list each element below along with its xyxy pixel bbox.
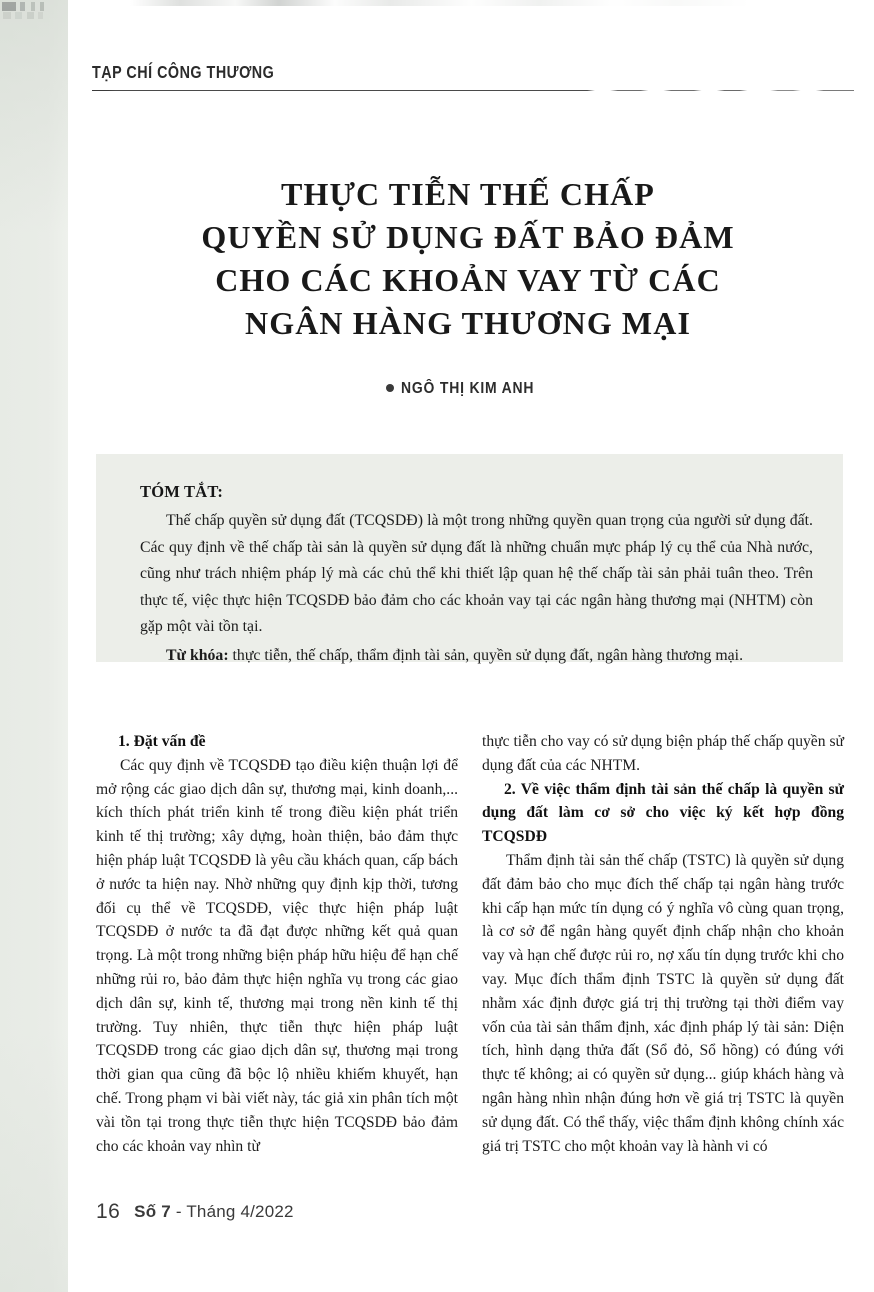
page-footer xyxy=(96,1200,294,1224)
keywords-label: Từ khóa: xyxy=(166,646,229,664)
issue-date: - Tháng 4/2022 xyxy=(175,1202,294,1221)
section-1-paragraph: Các quy định về TCQSDĐ tạo điều kiện thuận lợi để mở rộng các giao dịch dân sự, thương mại, kinh doanh,... kích thích phát triển kinh tế trong điều kiện phát triển kinh tế thị trường; xây dựng, hoàn thiện, bảo đảm thực hiện pháp luật TCQSDĐ là yêu cầu khách quan, cấp bách ở nước ta hiện nay. Nhờ những quy định kịp thời, tương đối cụ thể về TCQSDĐ, việc thực hiện pháp luật TCQSDĐ ở nước ta đã đạt được những kết quả quan trọng. Là một trong những biện pháp hữu hiệu để hạn chế những rủi ro, bảo đảm thực hiện nghĩa vụ trong các giao dịch dân sự, kinh tế, thương mại trong nền kinh tế thị trường. Tuy nhiên, thực tiễn thực hiện pháp luật TCQSDĐ trong các giao dịch dân sự, thương mại trong thời gian qua cũng đã bộc lộ nhiều khiếm khuyết, hạn chế. Trong phạm vi bài viết này, tác giả xin phân tích một vài tồn tại trong thực tiễn thực hiện TCQSDĐ bảo đảm cho các khoản vay nhìn từ xyxy=(96,756,458,1155)
issue-number: Số 7 xyxy=(134,1202,171,1221)
bullet-icon xyxy=(386,384,394,392)
page-number: 16 xyxy=(96,1200,121,1223)
body-column-left xyxy=(96,730,458,1158)
article-title xyxy=(92,173,844,345)
section-2-heading: 2. Về việc thẩm định tài sản thế chấp là quyền sử dụng đất làm cơ sở cho việc ký kết hợp đồng TCQSDĐ xyxy=(482,780,844,846)
masthead-title: TẠP CHÍ CÔNG THƯƠNG xyxy=(92,62,275,82)
body-columns xyxy=(96,730,844,1180)
body-column-right xyxy=(482,730,844,1158)
article-title-line-1: THỰC TIỄN THẾ CHẤP xyxy=(281,176,655,213)
abstract-body: Thế chấp quyền sử dụng đất (TCQSDĐ) là một trong những quyền quan trọng của người sử dụng đất. Các quy định về thế chấp tài sản là quyền sử dụng đất là những chuẩn mực pháp lý cụ thể của Nhà nước, cũng như trách nhiệm pháp lý mà các chủ thể khi thiết lập quan hệ thế chấp tài sản phải tuân theo. Trên thực tế, việc thực hiện TCQSDĐ bảo đảm cho các khoản vay tại các ngân hàng thương mại (NHTM) còn gặp một vài tồn tại. xyxy=(140,512,813,635)
byline xyxy=(92,380,844,398)
abstract-keywords xyxy=(140,643,813,670)
article-title-line-2: QUYỀN SỬ DỤNG ĐẤT BẢO ĐẢM xyxy=(201,219,735,256)
article-title-line-3: CHO CÁC KHOẢN VAY TỪ CÁC xyxy=(215,262,721,299)
section-1-heading: 1. Đặt vấn đề xyxy=(118,733,206,750)
article-title-line-4: NGÂN HÀNG THƯƠNG MẠI xyxy=(245,305,691,342)
masthead xyxy=(92,62,852,83)
section-2-paragraph: Thẩm định tài sản thế chấp (TSTC) là quyền sử dụng đất đảm bảo cho mục đích thế chấp tại ngân hàng trước khi cấp hạn mức tín dụng có ý nghĩa vô cùng quan trọng, là cơ sở để ngân hàng quyết định chấp nhận cho khoản vay và hạn chế được rủi ro, nợ xấu tín dụng trước khi cho vay. Mục đích thẩm định TSTC là quyền sử dụng đất nhằm xác định được giá trị thị trường tại thời điểm vay vốn của tài sản thẩm định, xác định pháp lý tài sản: Diện tích, hình dạng thửa đất (Sổ đỏ, Sổ hồng) có đúng với thực tế không; ai có quyền sử dụng... giúp khách hàng và ngân hàng nhìn nhận đúng hơn về giá trị TSTC là quyền sử dụng đất. Có thể thấy, việc thẩm định không chính xác giá trị TSTC cho một khoản vay là hành vi có xyxy=(482,851,844,1155)
continuation-paragraph: thực tiễn cho vay có sử dụng biện pháp thế chấp quyền sử dụng đất của các NHTM. xyxy=(482,733,844,774)
abstract-box xyxy=(96,454,843,662)
masthead-divider xyxy=(92,90,854,91)
keywords-value: thực tiễn, thế chấp, thẩm định tài sản, quyền sử dụng đất, ngân hàng thương mại. xyxy=(228,646,744,664)
abstract-heading: TÓM TẮT: xyxy=(140,482,224,501)
author-name: NGÔ THỊ KIM ANH xyxy=(401,380,535,397)
